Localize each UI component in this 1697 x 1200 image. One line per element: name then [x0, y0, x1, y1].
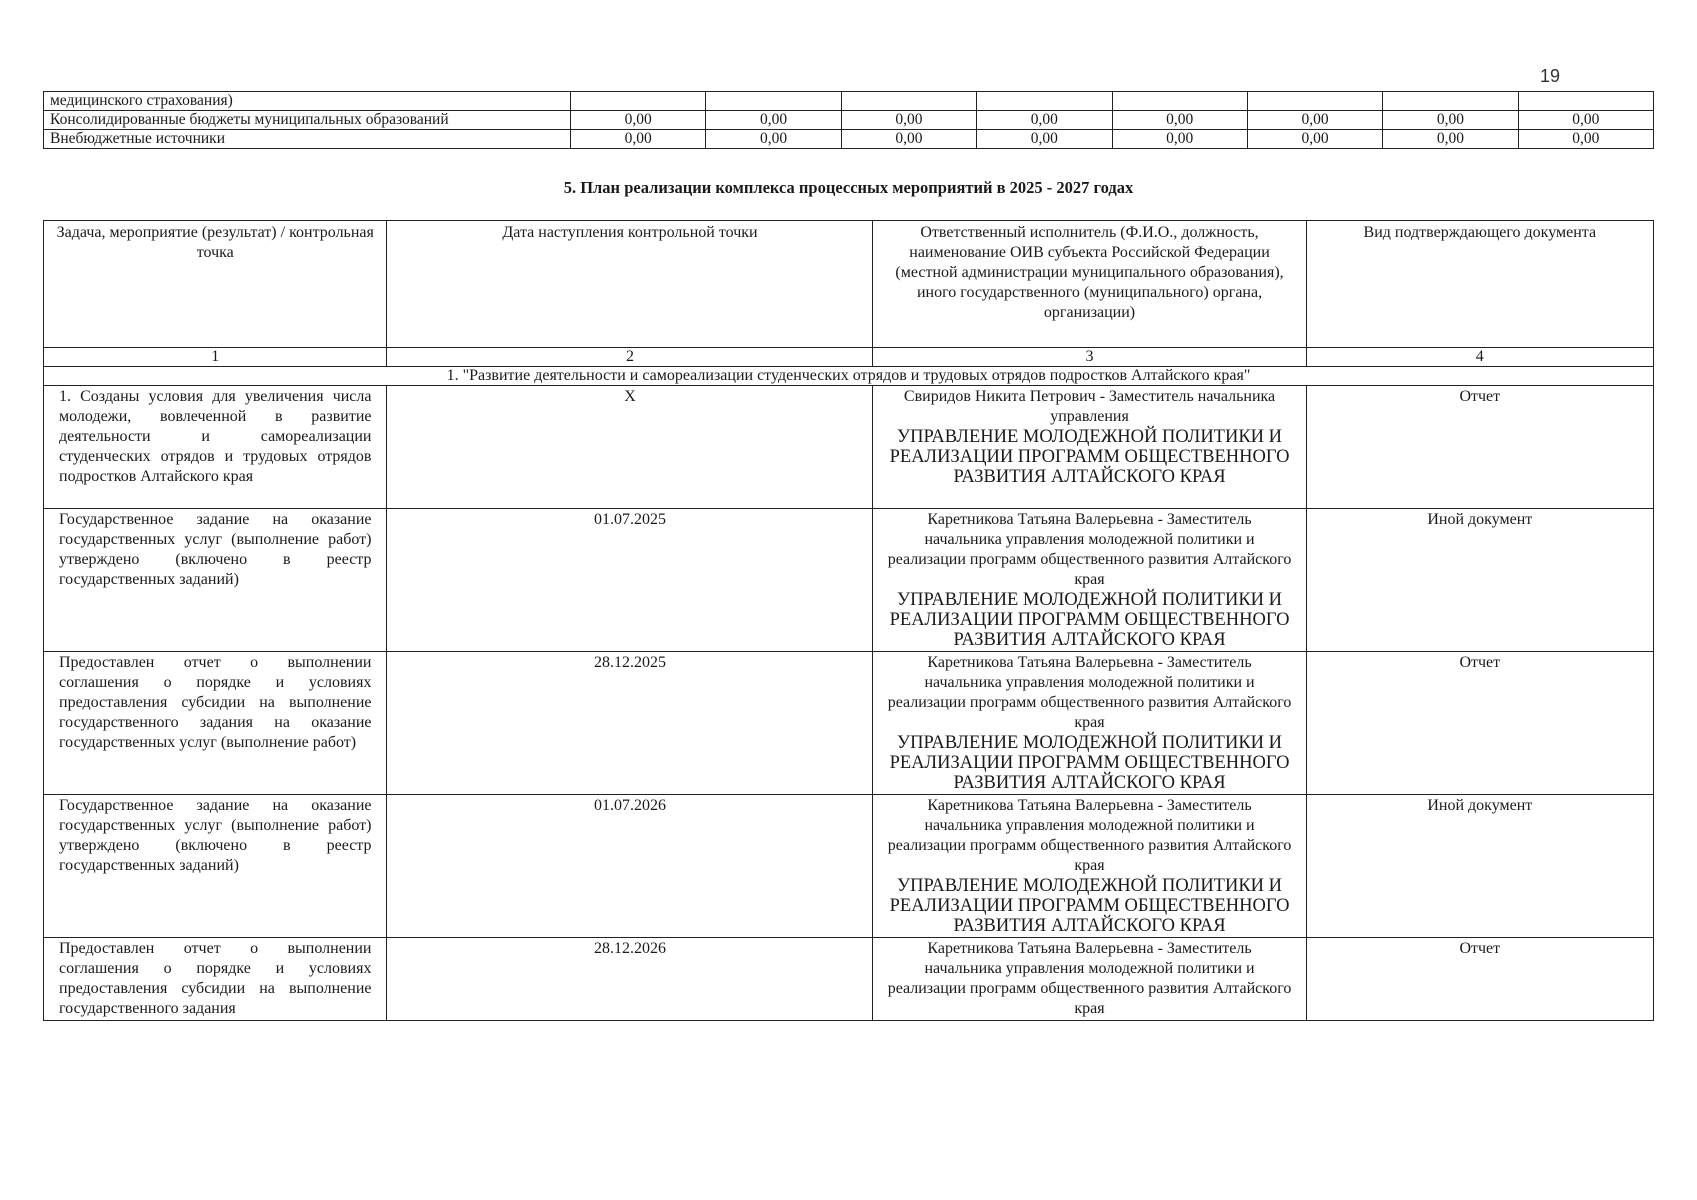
- finance-value: 0,00: [1383, 111, 1518, 130]
- column-header-task: Задача, мероприятие (результат) / контрольная точка: [44, 221, 387, 348]
- finance-value: [1518, 92, 1653, 111]
- responsible-organization: УПРАВЛЕНИЕ МОЛОДЕЖНОЙ ПОЛИТИКИ И РЕАЛИЗАЦИИ ПРОГРАММ ОБЩЕСТВЕННОГО РАЗВИТИЯ АЛТАЙСКОГО КРАЯ: [889, 590, 1290, 650]
- responsible-cell: [873, 386, 1306, 509]
- finance-value: 0,00: [977, 111, 1112, 130]
- document-cell: Иной документ: [1306, 509, 1653, 652]
- column-header-responsible: Ответственный исполнитель (Ф.И.О., должность, наименование ОИВ субъекта Российской Федерации (местной администрации муниципального образования), иного государственного (муниципального) органа, организации): [873, 221, 1306, 348]
- table-row: [44, 111, 1654, 130]
- table-row: [44, 938, 1654, 1021]
- finance-value: 0,00: [571, 130, 706, 149]
- responsible-organization: УПРАВЛЕНИЕ МОЛОДЕЖНОЙ ПОЛИТИКИ И РЕАЛИЗАЦИИ ПРОГРАММ ОБЩЕСТВЕННОГО РАЗВИТИЯ АЛТАЙСКОГО КРАЯ: [889, 733, 1290, 793]
- table-row: [44, 92, 1654, 111]
- date-cell: 01.07.2026: [387, 795, 873, 938]
- document-cell: Отчет: [1306, 938, 1653, 1021]
- column-number: 4: [1306, 348, 1653, 367]
- date-cell: 28.12.2025: [387, 652, 873, 795]
- responsible-person: Каретникова Татьяна Валерьевна - Заместитель начальника управления молодежной политики и реализации программ общественного развития Алтайского края: [887, 511, 1292, 588]
- responsible-cell: [873, 652, 1306, 795]
- table-row: [44, 130, 1654, 149]
- column-header-document: Вид подтверждающего документа: [1306, 221, 1653, 348]
- finance-value: 0,00: [1518, 111, 1653, 130]
- finance-value: 0,00: [571, 111, 706, 130]
- document-cell: Иной документ: [1306, 795, 1653, 938]
- finance-value: 0,00: [841, 130, 976, 149]
- group-row: [44, 367, 1654, 386]
- task-cell: 1. Созданы условия для увеличения числа молодежи, вовлеченной в развитие деятельности и самореализации студенческих отрядов и трудовых отрядов подростков Алтайского края: [44, 386, 387, 509]
- finance-value: 0,00: [1383, 130, 1518, 149]
- date-cell: 01.07.2025: [387, 509, 873, 652]
- date-cell: X: [387, 386, 873, 509]
- finance-value: [571, 92, 706, 111]
- task-cell: Предоставлен отчет о выполнении соглашения о порядке и условиях предоставления субсидии на выполнение государственного задания на оказание государственных услуг (выполнение работ): [44, 652, 387, 795]
- column-number: 3: [873, 348, 1306, 367]
- finance-value: [1112, 92, 1247, 111]
- responsible-cell: [873, 795, 1306, 938]
- finance-value: 0,00: [977, 130, 1112, 149]
- responsible-cell: [873, 938, 1306, 1021]
- finance-value: 0,00: [1112, 130, 1247, 149]
- responsible-organization: УПРАВЛЕНИЕ МОЛОДЕЖНОЙ ПОЛИТИКИ И РЕАЛИЗАЦИИ ПРОГРАММ ОБЩЕСТВЕННОГО РАЗВИТИЯ АЛТАЙСКОГО КРАЯ: [889, 876, 1290, 936]
- page-number: 19: [1540, 66, 1561, 86]
- date-cell: 28.12.2026: [387, 938, 873, 1021]
- finance-table: [43, 91, 1654, 149]
- finance-value: 0,00: [706, 111, 841, 130]
- plan-table: [43, 220, 1654, 1021]
- finance-row-label: Консолидированные бюджеты муниципальных образований: [44, 111, 571, 130]
- finance-value: 0,00: [1112, 111, 1247, 130]
- responsible-cell: [873, 509, 1306, 652]
- task-cell: Государственное задание на оказание государственных услуг (выполнение работ) утверждено (включено в реестр государственных заданий): [44, 795, 387, 938]
- finance-value: 0,00: [1247, 130, 1382, 149]
- finance-row-label: медицинского страхования): [44, 92, 571, 111]
- finance-value: 0,00: [1247, 111, 1382, 130]
- group-title: 1. "Развитие деятельности и самореализации студенческих отрядов и трудовых отрядов подростков Алтайского края": [44, 367, 1654, 386]
- finance-value: [1383, 92, 1518, 111]
- table-row: [44, 386, 1654, 509]
- table-header-row: [44, 221, 1654, 348]
- table-row: [44, 509, 1654, 652]
- finance-value: [841, 92, 976, 111]
- finance-value: 0,00: [706, 130, 841, 149]
- finance-value: 0,00: [841, 111, 976, 130]
- column-numbers-row: [44, 348, 1654, 367]
- responsible-person: Каретникова Татьяна Валерьевна - Заместитель начальника управления молодежной политики и реализации программ общественного развития Алтайского края: [887, 797, 1292, 874]
- responsible-person: Каретникова Татьяна Валерьевна - Заместитель начальника управления молодежной политики и реализации программ общественного развития Алтайского края: [887, 940, 1292, 1017]
- document-cell: Отчет: [1306, 652, 1653, 795]
- task-cell: Государственное задание на оказание государственных услуг (выполнение работ) утверждено (включено в реестр государственных заданий): [44, 509, 387, 652]
- column-number: 2: [387, 348, 873, 367]
- section-title: 5. План реализации комплекса процессных мероприятий в 2025 - 2027 годах: [563, 178, 1134, 197]
- column-number: 1: [44, 348, 387, 367]
- responsible-person: Свиридов Никита Петрович - Заместитель начальника управления: [903, 388, 1276, 425]
- document-cell: Отчет: [1306, 386, 1653, 509]
- table-row: [44, 652, 1654, 795]
- finance-value: [706, 92, 841, 111]
- finance-value: [977, 92, 1112, 111]
- task-cell: Предоставлен отчет о выполнении соглашения о порядке и условиях предоставления субсидии на выполнение государственного задания: [44, 938, 387, 1021]
- responsible-organization: УПРАВЛЕНИЕ МОЛОДЕЖНОЙ ПОЛИТИКИ И РЕАЛИЗАЦИИ ПРОГРАММ ОБЩЕСТВЕННОГО РАЗВИТИЯ АЛТАЙСКОГО КРАЯ: [889, 427, 1290, 487]
- finance-row-label: Внебюджетные источники: [44, 130, 571, 149]
- finance-value: [1247, 92, 1382, 111]
- table-row: [44, 795, 1654, 938]
- responsible-person: Каретникова Татьяна Валерьевна - Заместитель начальника управления молодежной политики и реализации программ общественного развития Алтайского края: [887, 654, 1292, 731]
- column-header-date: Дата наступления контрольной точки: [387, 221, 873, 348]
- finance-value: 0,00: [1518, 130, 1653, 149]
